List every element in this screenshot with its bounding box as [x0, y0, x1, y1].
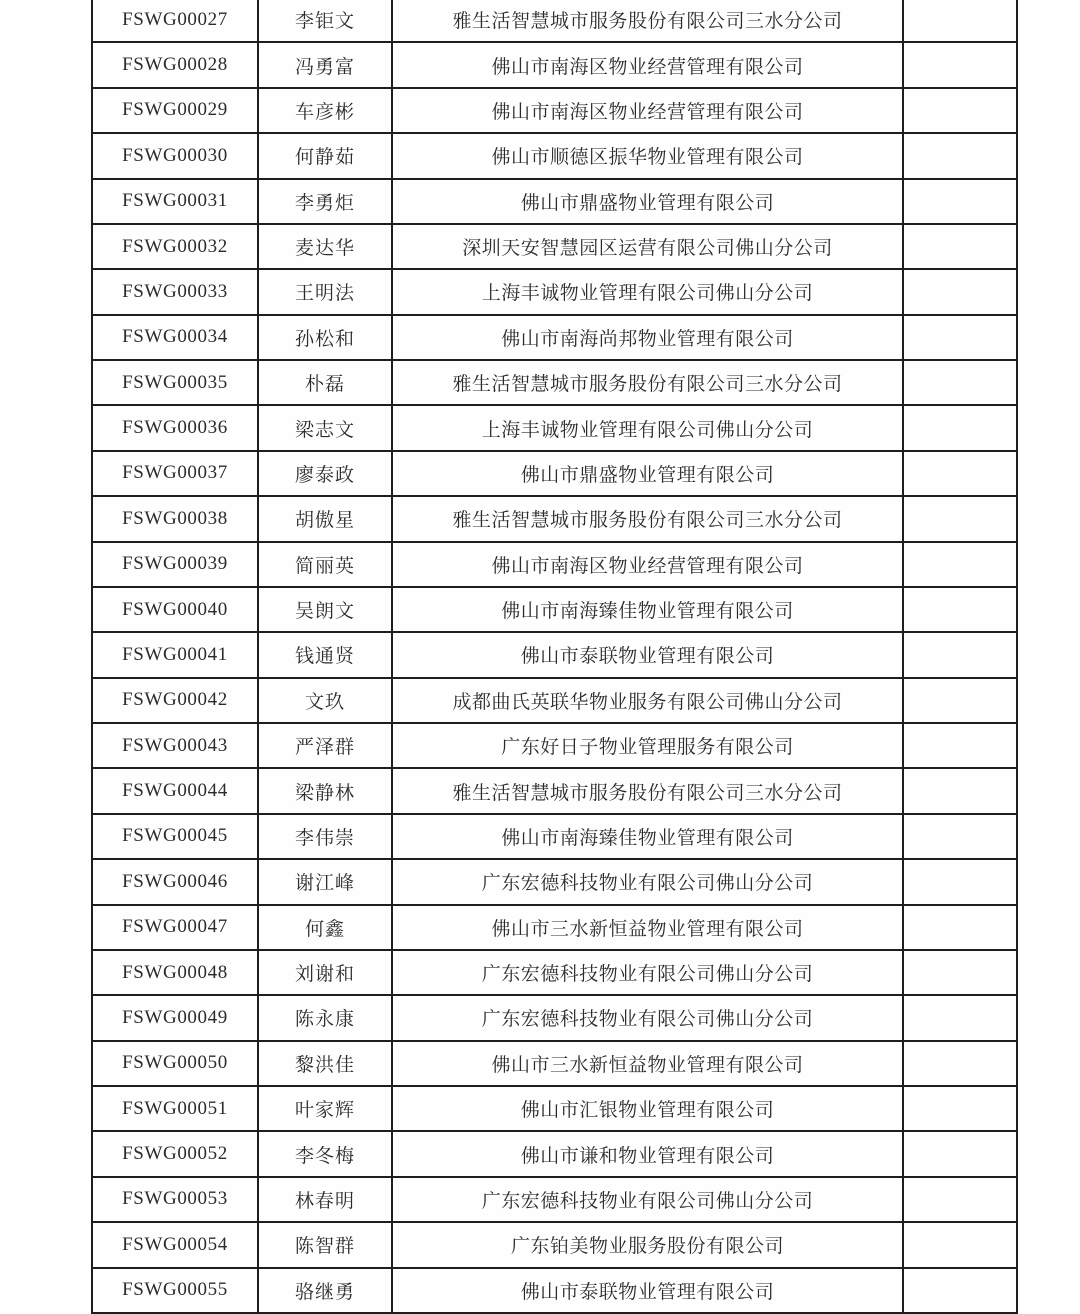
remark-cell — [903, 224, 1017, 269]
company-cell: 佛山市泰联物业管理有限公司 — [392, 632, 903, 677]
table-row — [92, 133, 1017, 178]
cert-id-cell: FSWG00042 — [92, 678, 258, 723]
holder-name-cell: 李伟崇 — [258, 814, 392, 859]
company-cell: 佛山市南海区物业经营管理有限公司 — [392, 542, 903, 587]
remark-cell — [903, 905, 1017, 950]
company-cell: 广东宏德科技物业有限公司佛山分公司 — [392, 1177, 903, 1222]
holder-name-cell: 简丽英 — [258, 542, 392, 587]
remark-cell — [903, 315, 1017, 360]
table-row — [92, 632, 1017, 677]
cert-id-cell: FSWG00055 — [92, 1268, 258, 1314]
table-row — [92, 1131, 1017, 1176]
holder-name-cell: 王明法 — [258, 269, 392, 314]
cert-id-cell: FSWG00044 — [92, 768, 258, 813]
company-cell: 佛山市南海臻佳物业管理有限公司 — [392, 814, 903, 859]
remark-cell — [903, 1177, 1017, 1222]
cert-id-cell: FSWG00034 — [92, 315, 258, 360]
company-cell: 雅生活智慧城市服务股份有限公司三水分公司 — [392, 360, 903, 405]
cert-id-cell: FSWG00027 — [92, 0, 258, 42]
company-cell: 佛山市顺德区振华物业管理有限公司 — [392, 133, 903, 178]
table-row — [92, 1222, 1017, 1267]
company-cell: 广东宏德科技物业有限公司佛山分公司 — [392, 859, 903, 904]
remark-cell — [903, 995, 1017, 1040]
cert-id-cell: FSWG00046 — [92, 859, 258, 904]
holder-name-cell: 谢江峰 — [258, 859, 392, 904]
table-row — [92, 224, 1017, 269]
holder-name-cell: 何鑫 — [258, 905, 392, 950]
company-cell: 深圳天安智慧园区运营有限公司佛山分公司 — [392, 224, 903, 269]
remark-cell — [903, 451, 1017, 496]
remark-cell — [903, 179, 1017, 224]
remark-cell — [903, 405, 1017, 450]
remark-cell — [903, 678, 1017, 723]
remark-cell — [903, 859, 1017, 904]
remark-cell — [903, 1268, 1017, 1314]
holder-name-cell: 叶家辉 — [258, 1086, 392, 1131]
cert-id-cell: FSWG00029 — [92, 88, 258, 133]
holder-name-cell: 陈永康 — [258, 995, 392, 1040]
table-row — [92, 42, 1017, 87]
company-cell: 上海丰诚物业管理有限公司佛山分公司 — [392, 269, 903, 314]
table-row — [92, 905, 1017, 950]
remark-cell — [903, 360, 1017, 405]
table-row — [92, 88, 1017, 133]
table-row — [92, 360, 1017, 405]
company-cell: 雅生活智慧城市服务股份有限公司三水分公司 — [392, 0, 903, 42]
company-cell: 广东好日子物业管理服务有限公司 — [392, 723, 903, 768]
holder-name-cell: 李勇炬 — [258, 179, 392, 224]
remark-cell — [903, 632, 1017, 677]
table-row — [92, 723, 1017, 768]
cert-id-cell: FSWG00041 — [92, 632, 258, 677]
table-row — [92, 0, 1017, 42]
holder-name-cell: 林春明 — [258, 1177, 392, 1222]
cert-id-cell: FSWG00035 — [92, 360, 258, 405]
table-row — [92, 315, 1017, 360]
company-cell: 佛山市鼎盛物业管理有限公司 — [392, 451, 903, 496]
company-cell: 佛山市泰联物业管理有限公司 — [392, 1268, 903, 1314]
holder-name-cell: 廖泰政 — [258, 451, 392, 496]
cert-id-cell: FSWG00054 — [92, 1222, 258, 1267]
table-row — [92, 179, 1017, 224]
remark-cell — [903, 269, 1017, 314]
cert-id-cell: FSWG00049 — [92, 995, 258, 1040]
table-row — [92, 768, 1017, 813]
cert-id-cell: FSWG00036 — [92, 405, 258, 450]
table-row — [92, 1177, 1017, 1222]
holder-name-cell: 梁静林 — [258, 768, 392, 813]
cert-id-cell: FSWG00040 — [92, 587, 258, 632]
holder-name-cell: 冯勇富 — [258, 42, 392, 87]
remark-cell — [903, 814, 1017, 859]
company-cell: 广东铂美物业服务股份有限公司 — [392, 1222, 903, 1267]
holder-name-cell: 骆继勇 — [258, 1268, 392, 1314]
remark-cell — [903, 768, 1017, 813]
remark-cell — [903, 88, 1017, 133]
table-row — [92, 542, 1017, 587]
company-cell: 佛山市南海臻佳物业管理有限公司 — [392, 587, 903, 632]
remark-cell — [903, 1131, 1017, 1176]
cert-id-cell: FSWG00043 — [92, 723, 258, 768]
remark-cell — [903, 542, 1017, 587]
table-row — [92, 451, 1017, 496]
holder-name-cell: 文玖 — [258, 678, 392, 723]
remark-cell — [903, 496, 1017, 541]
cert-id-cell: FSWG00047 — [92, 905, 258, 950]
certificate-holder-table — [91, 0, 1018, 1314]
cert-id-cell: FSWG00052 — [92, 1131, 258, 1176]
company-cell: 雅生活智慧城市服务股份有限公司三水分公司 — [392, 768, 903, 813]
holder-name-cell: 孙松和 — [258, 315, 392, 360]
holder-name-cell: 麦达华 — [258, 224, 392, 269]
holder-name-cell: 钱通贤 — [258, 632, 392, 677]
table-row — [92, 405, 1017, 450]
company-cell: 佛山市谦和物业管理有限公司 — [392, 1131, 903, 1176]
holder-name-cell: 严泽群 — [258, 723, 392, 768]
company-cell: 佛山市南海区物业经营管理有限公司 — [392, 88, 903, 133]
remark-cell — [903, 950, 1017, 995]
cert-id-cell: FSWG00045 — [92, 814, 258, 859]
remark-cell — [903, 0, 1017, 42]
certificate-holder-table-body — [92, 0, 1017, 1313]
remark-cell — [903, 133, 1017, 178]
company-cell: 佛山市三水新恒益物业管理有限公司 — [392, 905, 903, 950]
cert-id-cell: FSWG00033 — [92, 269, 258, 314]
holder-name-cell: 刘谢和 — [258, 950, 392, 995]
cert-id-cell: FSWG00028 — [92, 42, 258, 87]
cert-id-cell: FSWG00030 — [92, 133, 258, 178]
company-cell: 佛山市鼎盛物业管理有限公司 — [392, 179, 903, 224]
holder-name-cell: 李冬梅 — [258, 1131, 392, 1176]
cert-id-cell: FSWG00038 — [92, 496, 258, 541]
table-row — [92, 587, 1017, 632]
holder-name-cell: 陈智群 — [258, 1222, 392, 1267]
cert-id-cell: FSWG00032 — [92, 224, 258, 269]
remark-cell — [903, 42, 1017, 87]
holder-name-cell: 李钜文 — [258, 0, 392, 42]
company-cell: 广东宏德科技物业有限公司佛山分公司 — [392, 995, 903, 1040]
table-row — [92, 995, 1017, 1040]
cert-id-cell: FSWG00053 — [92, 1177, 258, 1222]
company-cell: 成都曲氏英联华物业服务有限公司佛山分公司 — [392, 678, 903, 723]
holder-name-cell: 黎洪佳 — [258, 1041, 392, 1086]
table-row — [92, 859, 1017, 904]
company-cell: 上海丰诚物业管理有限公司佛山分公司 — [392, 405, 903, 450]
holder-name-cell: 车彦彬 — [258, 88, 392, 133]
cert-id-cell: FSWG00050 — [92, 1041, 258, 1086]
company-cell: 广东宏德科技物业有限公司佛山分公司 — [392, 950, 903, 995]
table-row — [92, 269, 1017, 314]
company-cell: 佛山市三水新恒益物业管理有限公司 — [392, 1041, 903, 1086]
table-row — [92, 814, 1017, 859]
cert-id-cell: FSWG00037 — [92, 451, 258, 496]
company-cell: 佛山市南海尚邦物业管理有限公司 — [392, 315, 903, 360]
table-row — [92, 678, 1017, 723]
table-row — [92, 1086, 1017, 1131]
holder-name-cell: 胡傲星 — [258, 496, 392, 541]
table-row — [92, 1041, 1017, 1086]
cert-id-cell: FSWG00031 — [92, 179, 258, 224]
holder-name-cell: 何静茹 — [258, 133, 392, 178]
remark-cell — [903, 587, 1017, 632]
company-cell: 雅生活智慧城市服务股份有限公司三水分公司 — [392, 496, 903, 541]
holder-name-cell: 梁志文 — [258, 405, 392, 450]
cert-id-cell: FSWG00051 — [92, 1086, 258, 1131]
cert-id-cell: FSWG00048 — [92, 950, 258, 995]
cert-id-cell: FSWG00039 — [92, 542, 258, 587]
remark-cell — [903, 1041, 1017, 1086]
remark-cell — [903, 1086, 1017, 1131]
holder-name-cell: 吴朗文 — [258, 587, 392, 632]
company-cell: 佛山市南海区物业经营管理有限公司 — [392, 42, 903, 87]
remark-cell — [903, 1222, 1017, 1267]
company-cell: 佛山市汇银物业管理有限公司 — [392, 1086, 903, 1131]
remark-cell — [903, 723, 1017, 768]
table-row — [92, 1268, 1017, 1314]
table-row — [92, 496, 1017, 541]
holder-name-cell: 朴磊 — [258, 360, 392, 405]
table-row — [92, 950, 1017, 995]
